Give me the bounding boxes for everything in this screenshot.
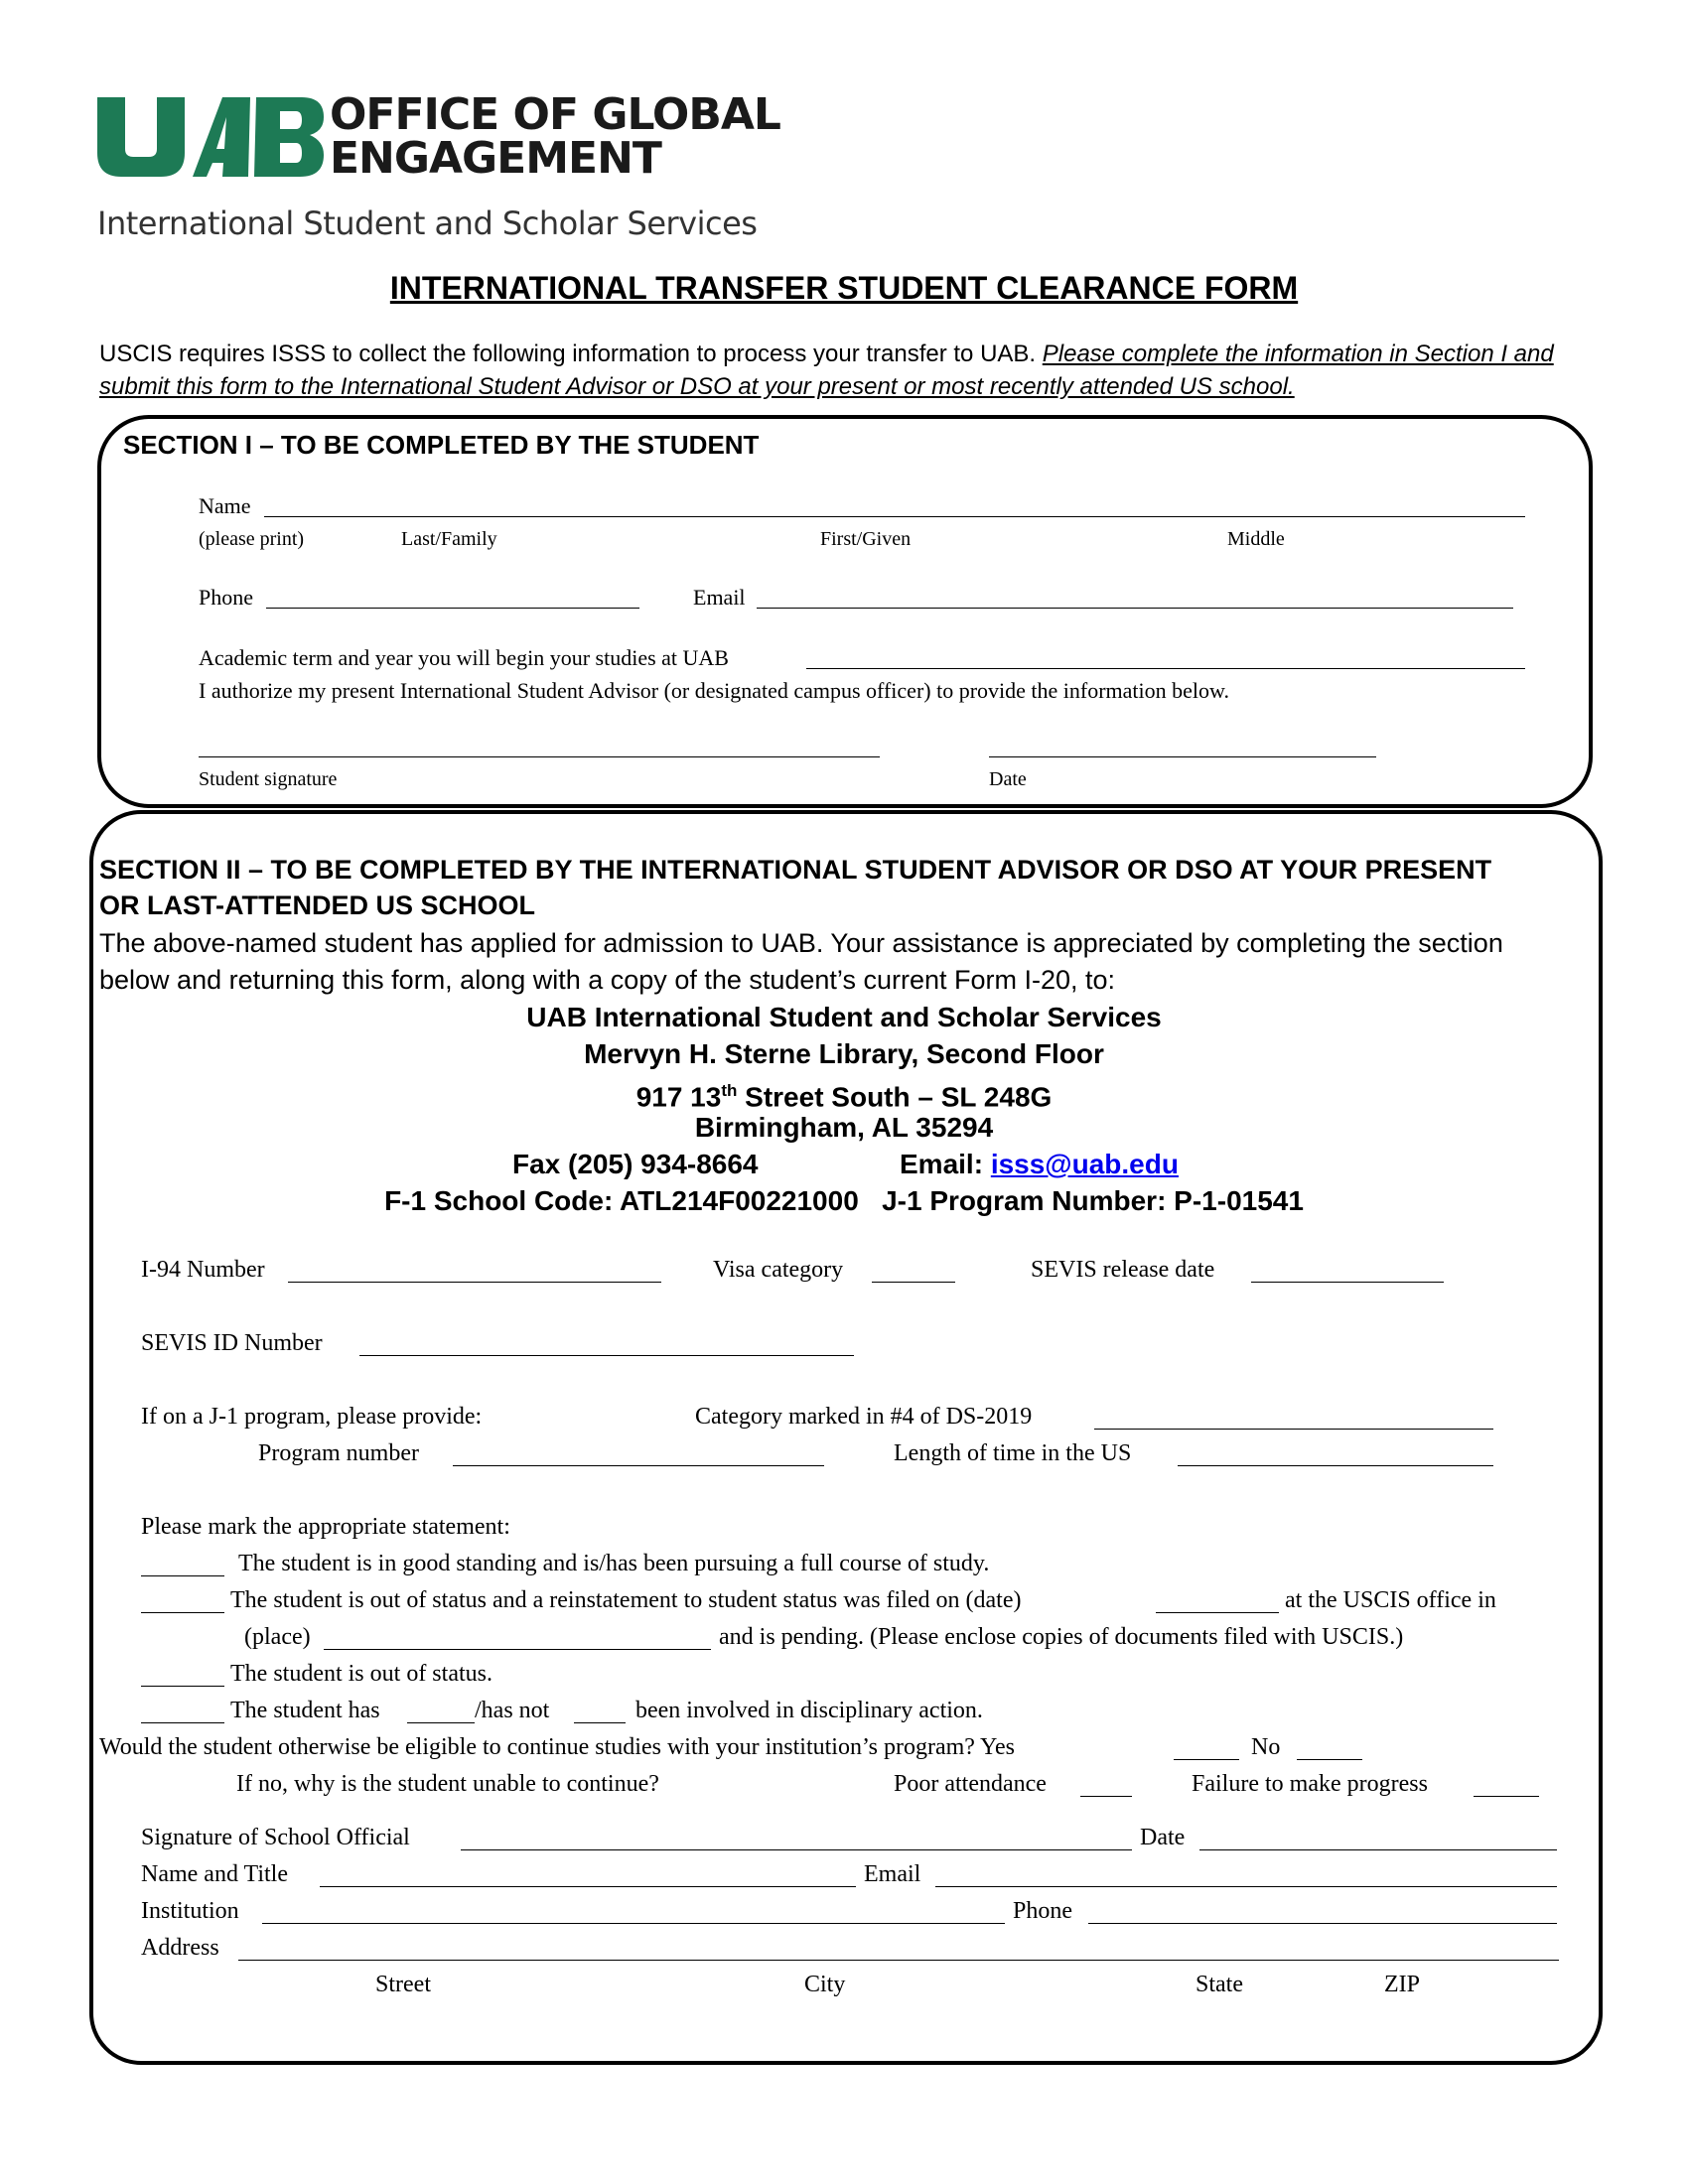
section2-body-line2: below and returning this form, along with a copy of the student’s current Form I-20, to: [99, 965, 1116, 995]
official-date-field[interactable] [1199, 1849, 1557, 1850]
org-name-line2: ENGAGEMENT [330, 133, 661, 184]
isss-email-link[interactable]: isss@uab.edu [990, 1149, 1179, 1179]
intro-text: USCIS requires ISSS to collect the following information to process your transfer to UAB. [99, 341, 1037, 367]
form-title: INTERNATIONAL TRANSFER STUDENT CLEARANCE FORM [389, 270, 1299, 306]
student-signature-label: Student signature [199, 768, 338, 790]
i94-label: I-94 Number [141, 1257, 265, 1283]
ds2019-category-label: Category marked in #4 of DS-2019 [695, 1404, 1033, 1430]
address-line4: Birmingham, AL 35294 [694, 1112, 994, 1143]
poor-attendance-label: Poor attendance [894, 1771, 1047, 1797]
isss-email-label: Email: [900, 1149, 984, 1179]
intro-paragraph [99, 338, 1589, 403]
visa-category-field[interactable] [872, 1282, 955, 1283]
school-official-signature-field[interactable] [461, 1849, 1132, 1850]
address-line2: Mervyn H. Sterne Library, Second Floor [584, 1038, 1104, 1069]
address-line1: UAB International Student and Scholar Services [526, 1002, 1162, 1032]
failure-progress-field[interactable] [1474, 1796, 1539, 1797]
statement4-text-a: The student has [230, 1698, 380, 1723]
ds2019-category-field[interactable] [1094, 1429, 1493, 1430]
eligible-no-field[interactable] [1297, 1759, 1362, 1760]
address-line3-street: Street South – SL 248G [737, 1081, 1053, 1113]
section1-box [97, 415, 1593, 808]
why-unable-label: If no, why is the student unable to continue? [236, 1771, 659, 1797]
address-line3-sup: th [721, 1081, 738, 1100]
statement2-text-c: and is pending. (Please enclose copies of documents filed with USCIS.) [719, 1624, 1404, 1650]
official-date-label: Date [1140, 1825, 1186, 1850]
eligible-no-label: No [1251, 1734, 1281, 1760]
student-signature-field[interactable] [199, 756, 880, 757]
disciplinary-has-not-field[interactable] [574, 1722, 626, 1723]
isss-email [900, 1146, 1179, 1182]
section2-heading-line2: OR LAST-ATTENDED US SCHOOL [99, 890, 536, 920]
name-title-label: Name and Title [141, 1861, 288, 1887]
statement4-text-b: /has not [475, 1698, 550, 1723]
name-field[interactable] [264, 516, 1525, 517]
academic-term-label: Academic term and year you will begin your studies at UAB [199, 645, 729, 670]
org-name-line1: OFFICE OF GLOBAL [330, 89, 780, 140]
state-label: State [1196, 1972, 1243, 1997]
street-label: Street [375, 1972, 431, 1997]
address-label: Address [141, 1935, 219, 1961]
official-phone-label: Phone [1013, 1898, 1072, 1924]
failure-progress-label: Failure to make progress [1192, 1771, 1428, 1797]
zip-label: ZIP [1384, 1972, 1420, 1997]
statement4-mark[interactable] [141, 1722, 224, 1723]
phone-field[interactable] [266, 608, 639, 609]
statement3-text: The student is out of status. [230, 1661, 492, 1687]
section2-body [99, 925, 1503, 999]
section2-heading [99, 852, 1491, 923]
section1-heading: SECTION I – TO BE COMPLETED BY THE STUDENT [123, 430, 760, 460]
disciplinary-has-field[interactable] [407, 1722, 475, 1723]
last-name-label: Last/Family [401, 528, 497, 550]
official-phone-field[interactable] [1088, 1923, 1557, 1924]
institution-label: Institution [141, 1898, 239, 1924]
length-of-time-field[interactable] [1178, 1465, 1493, 1466]
statement2-text-b: at the USCIS office in [1285, 1587, 1496, 1613]
address-field[interactable] [238, 1960, 1559, 1961]
statement4-text-c: been involved in disciplinary action. [635, 1698, 983, 1723]
name-label: Name [199, 493, 251, 518]
mark-statement-label: Please mark the appropriate statement: [141, 1514, 510, 1540]
authorization-text: I authorize my present International Student Advisor (or designated campus officer) to provide the information below. [199, 678, 1229, 703]
name-title-field[interactable] [320, 1886, 856, 1887]
please-print-label: (please print) [199, 528, 305, 550]
reinstatement-date-field[interactable] [1156, 1612, 1279, 1613]
email-field[interactable] [757, 608, 1513, 609]
institution-field[interactable] [262, 1923, 1005, 1924]
middle-name-label: Middle [1227, 528, 1285, 550]
first-name-label: First/Given [820, 528, 912, 550]
org-name [330, 89, 780, 184]
section2-body-line1: The above-named student has applied for admission to UAB. Your assistance is appreciated by completing the section [99, 928, 1503, 958]
statement3-mark[interactable] [141, 1686, 224, 1687]
intro-emphasis: Please complete the information in Section I and submit this form to the International Student Advisor or DSO at your present or most recently attended US school. [99, 341, 1554, 400]
org-subtitle: International Student and Scholar Services [97, 205, 758, 242]
city-label: City [804, 1972, 846, 1997]
statement1-text: The student is in good standing and is/has been pursuing a full course of study. [238, 1551, 990, 1576]
uscis-place-field[interactable] [324, 1649, 711, 1650]
eligible-yes-field[interactable] [1174, 1759, 1239, 1760]
sevis-release-field[interactable] [1251, 1282, 1444, 1283]
eligible-question: Would the student otherwise be eligible to continue studies with your institution’s program? Yes [99, 1734, 1015, 1760]
section2-heading-line1: SECTION II – TO BE COMPLETED BY THE INTERNATIONAL STUDENT ADVISOR OR DSO AT YOUR PRESENT [99, 855, 1492, 885]
sevis-id-label: SEVIS ID Number [141, 1330, 323, 1356]
student-date-label: Date [989, 768, 1027, 790]
official-email-field[interactable] [935, 1886, 1557, 1887]
phone-label: Phone [199, 585, 253, 610]
uab-logo [97, 97, 324, 177]
statement2-place-label: (place) [244, 1624, 311, 1650]
program-number-label: Program number [258, 1440, 419, 1466]
length-of-time-label: Length of time in the US [894, 1440, 1132, 1466]
poor-attendance-field[interactable] [1080, 1796, 1132, 1797]
address-line3-number: 917 13 [635, 1081, 722, 1113]
sevis-release-label: SEVIS release date [1031, 1257, 1215, 1283]
student-date-field[interactable] [989, 756, 1376, 757]
email-label: Email [693, 585, 746, 610]
school-codes: F-1 School Code: ATL214F00221000 J-1 Program Number: P-1-01541 [384, 1185, 1304, 1216]
program-number-field[interactable] [453, 1465, 824, 1466]
statement2-mark[interactable] [141, 1612, 224, 1613]
visa-category-label: Visa category [713, 1257, 844, 1283]
statement2-text-a: The student is out of status and a reinstatement to student status was filed on (date) [230, 1587, 1022, 1613]
fax-number: Fax (205) 934-8664 [512, 1149, 759, 1179]
academic-term-field[interactable] [806, 668, 1525, 669]
j1-program-label: If on a J-1 program, please provide: [141, 1404, 483, 1430]
sevis-id-field[interactable] [359, 1355, 854, 1356]
statement1-mark[interactable] [141, 1575, 224, 1576]
i94-field[interactable] [288, 1282, 661, 1283]
official-email-label: Email [864, 1861, 921, 1887]
school-official-signature-label: Signature of School Official [141, 1825, 410, 1850]
